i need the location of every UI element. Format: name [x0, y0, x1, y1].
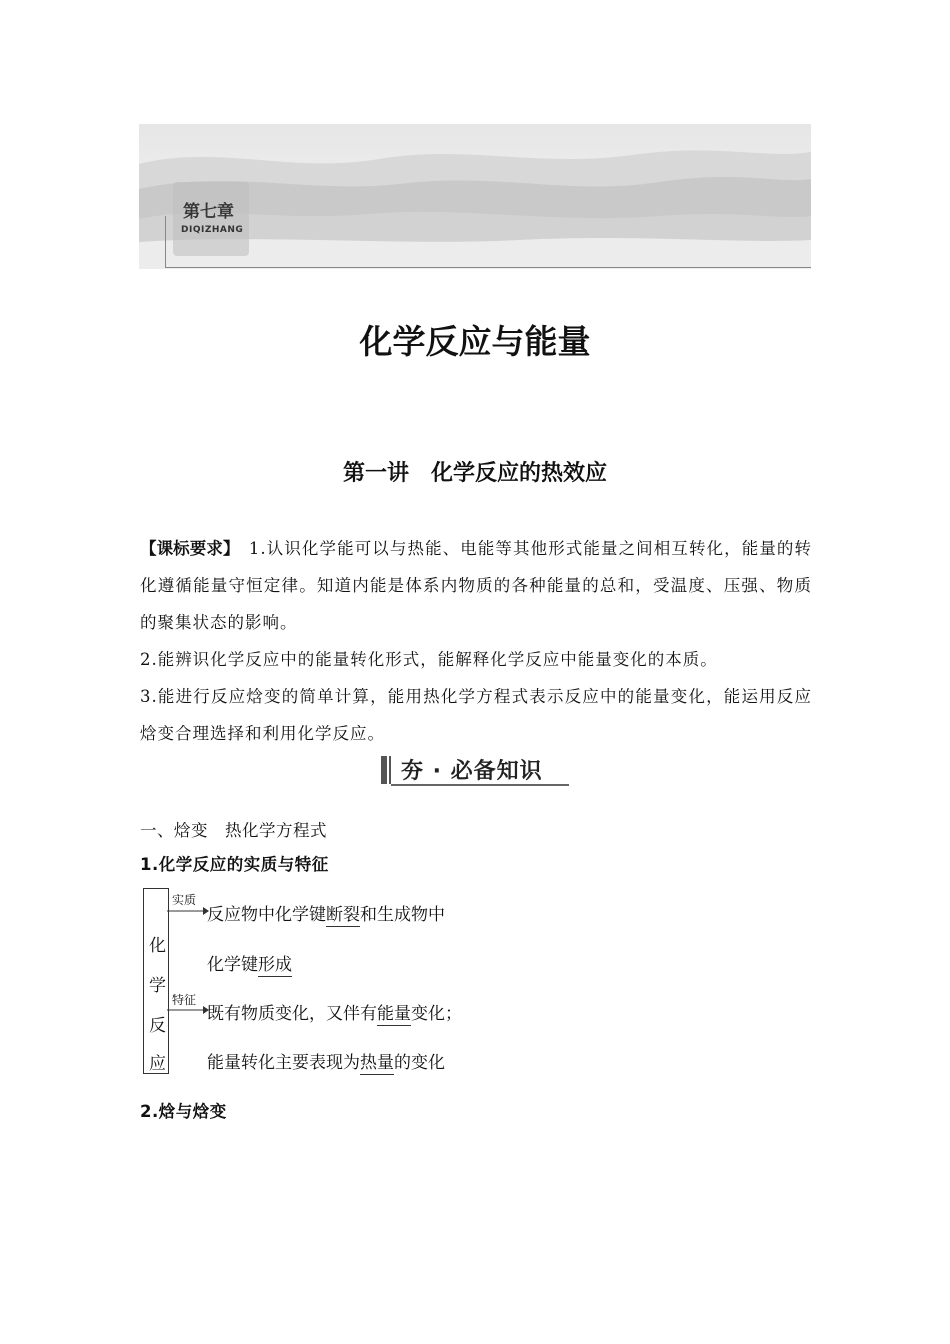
- requirements-paragraph-1: [140, 530, 812, 641]
- feature-line-2: 能量转化主要表现为热量的变化: [207, 1053, 445, 1073]
- heading-enthalpy-change: 2.焓与焓变: [140, 1102, 227, 1121]
- requirements-text-1: 1.认识化学能可以与热能、电能等其他形式能量之间相互转化，能量的转化遵循能量守恒定律。知道内能是体系内物质的各种能量的总和，受温度、压强、物质的聚集状态的影响。: [140, 539, 813, 632]
- essence-line-2: 化学键形成: [207, 955, 292, 975]
- diagram-arrows: [167, 888, 209, 1074]
- reaction-diagram: [143, 888, 513, 1074]
- blank-answer: 形成: [258, 955, 292, 975]
- heading-enthalpy: 一、焓变 热化学方程式: [140, 821, 327, 840]
- reaction-char-1: 化: [149, 936, 166, 956]
- label-essence: 实质: [172, 893, 197, 907]
- requirements-paragraph-3: 3.能进行反应焓变的简单计算，能用热化学方程式表示反应中的能量变化，能运用反应焓变合理选择和利用化学反应。: [140, 687, 812, 743]
- heading-reaction-essence: 1.化学反应的实质与特征: [140, 855, 329, 874]
- reaction-char-2: 学: [149, 976, 166, 996]
- section-tag-bar: [381, 756, 387, 784]
- banner-divider-horizontal: [165, 267, 811, 268]
- chapter-banner: [139, 124, 811, 269]
- requirements-lead: 【课标要求】: [140, 539, 232, 558]
- blank-answer: 热量: [360, 1053, 394, 1073]
- reaction-box: [143, 888, 169, 1074]
- essence-line-1: 反应物中化学键断裂和生成物中: [207, 905, 445, 925]
- blank-answer: 能量: [377, 1004, 411, 1024]
- requirements-paragraph-2: 2.能辨识化学反应中的能量转化形式，能解释化学反应中能量变化的本质。: [140, 650, 718, 669]
- feature-line-1: 既有物质变化，又伴有能量变化；: [207, 1004, 462, 1024]
- chapter-title: 化学反应与能量: [359, 322, 591, 361]
- section-tag-text: 夯 · 必备知识: [401, 759, 543, 784]
- chapter-pinyin: DIQIZHANG: [181, 225, 244, 235]
- lecture-title: 第一讲 化学反应的热效应: [342, 461, 607, 486]
- banner-divider-vertical: [165, 216, 166, 268]
- section-tag-underline: [391, 784, 569, 786]
- section-tag-bar-thin: [389, 756, 391, 784]
- section-tag: [381, 752, 569, 786]
- reaction-char-4: 应: [149, 1054, 166, 1074]
- chapter-label: 第七章: [183, 202, 234, 222]
- reaction-char-3: 反: [149, 1016, 166, 1036]
- blank-answer: 断裂: [326, 905, 360, 925]
- label-feature: 特征: [172, 993, 197, 1007]
